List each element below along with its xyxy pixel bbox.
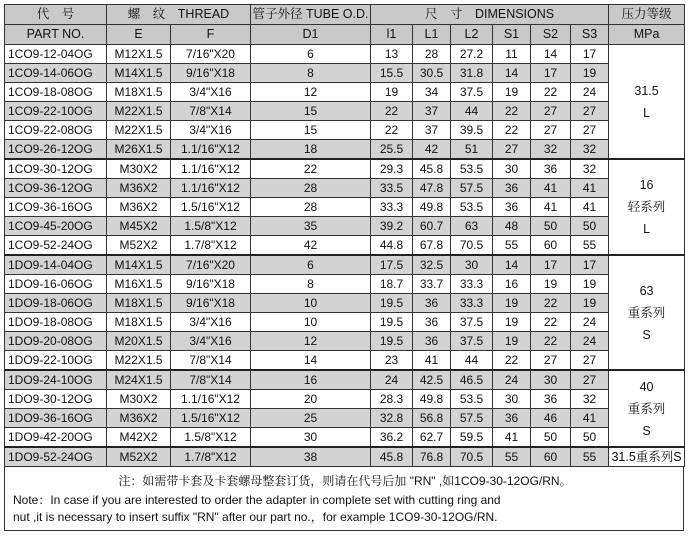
value-cell: 19: [571, 275, 609, 294]
value-cell: 27: [493, 140, 531, 160]
value-cell: M45X2: [107, 217, 171, 236]
part-number-cell: 1CO9-30-12OG: [5, 159, 107, 179]
value-cell: 10: [251, 294, 371, 313]
value-cell: 32: [571, 390, 609, 409]
value-cell: 55: [571, 447, 609, 467]
value-cell: 14: [251, 351, 371, 371]
value-cell: 59.5: [451, 428, 493, 448]
value-cell: 41: [571, 179, 609, 198]
pressure-rating-cell: [609, 255, 685, 370]
table-row: [5, 447, 685, 467]
table-row: [5, 217, 685, 236]
value-cell: 36: [493, 409, 531, 428]
thread-header: 螺 纹 THREAD: [107, 5, 251, 25]
pressure-rating-line: 轻系列: [627, 200, 666, 214]
value-cell: M22X1.5: [107, 351, 171, 371]
value-cell: 27: [531, 121, 571, 140]
dim-l1-header: l1: [371, 25, 413, 45]
dim-big-l1-header: L1: [413, 25, 451, 45]
part-no-header-cn: 代 号: [5, 5, 107, 25]
value-cell: 20: [251, 390, 371, 409]
value-cell: 57.5: [451, 409, 493, 428]
value-cell: 28.3: [371, 390, 413, 409]
value-cell: 49.8: [413, 198, 451, 217]
pressure-rating-cell: [609, 45, 685, 160]
part-number-cell: 1DO9-22-10OG: [5, 351, 107, 371]
value-cell: 24: [571, 83, 609, 102]
value-cell: 17: [571, 45, 609, 64]
value-cell: 53.5: [451, 198, 493, 217]
part-no-header-en: PART NO.: [5, 25, 107, 45]
value-cell: 53.5: [451, 159, 493, 179]
pressure-rating-line: 63: [639, 283, 654, 298]
pressure-rating-line: 重系列: [627, 401, 666, 416]
value-cell: 55: [493, 447, 531, 467]
part-number-cell: 1DO9-14-04OG: [5, 255, 107, 275]
dim-s1-header: S1: [493, 25, 531, 45]
value-cell: 38: [251, 447, 371, 467]
value-cell: 31.8: [451, 64, 493, 83]
table-row: [5, 159, 685, 179]
value-cell: 34: [413, 83, 451, 102]
value-cell: 41: [493, 428, 531, 448]
value-cell: 33.3: [371, 198, 413, 217]
value-cell: 27.2: [451, 45, 493, 64]
value-cell: M22X1.5: [107, 102, 171, 121]
value-cell: 8: [251, 64, 371, 83]
dimensions-header: 尺 寸 DIMENSIONS: [371, 5, 609, 25]
value-cell: M18X1.5: [107, 83, 171, 102]
part-number-cell: 1DO9-24-10OG: [5, 370, 107, 390]
tube-od-header: 管子外径 TUBE O.D.: [251, 5, 371, 25]
table-row: [5, 179, 685, 198]
value-cell: 27: [571, 121, 609, 140]
value-cell: 48: [493, 217, 531, 236]
value-cell: 24: [571, 332, 609, 351]
value-cell: 30: [531, 370, 571, 390]
value-cell: 12: [251, 332, 371, 351]
value-cell: 1.1/16"X12: [171, 159, 251, 179]
value-cell: 50: [531, 217, 571, 236]
pressure-rating-line: S: [642, 423, 651, 438]
value-cell: 42: [251, 236, 371, 256]
value-cell: 46: [531, 409, 571, 428]
value-cell: M16X1.5: [107, 275, 171, 294]
note-chinese: 注：如需带卡套及卡套螺母整套订货，则请在代号后加 "RN" ,如1CO9-30-12OG/RN。: [118, 474, 572, 488]
value-cell: 12: [251, 83, 371, 102]
value-cell: 51: [451, 140, 493, 160]
value-cell: 60: [531, 236, 571, 256]
value-cell: 3/4"X16: [171, 83, 251, 102]
value-cell: 19: [571, 294, 609, 313]
pressure-rating-line: 16: [639, 178, 654, 192]
value-cell: 22: [531, 313, 571, 332]
note-english-line-1: Note：In case if you are interested to order the adapter in complete set with cutting ring and: [13, 493, 501, 507]
value-cell: 27: [571, 102, 609, 121]
value-cell: M30X2: [107, 159, 171, 179]
value-cell: M36X2: [107, 198, 171, 217]
value-cell: 9/16"X18: [171, 294, 251, 313]
value-cell: 19.5: [371, 294, 413, 313]
value-cell: 25.5: [371, 140, 413, 160]
value-cell: 50: [571, 428, 609, 448]
value-cell: 37.5: [451, 332, 493, 351]
value-cell: 55: [493, 236, 531, 256]
part-number-cell: 1DO9-42-20OG: [5, 428, 107, 448]
part-number-cell: 1CO9-22-10OG: [5, 102, 107, 121]
table-row: [5, 332, 685, 351]
tube-d1-header: D1: [251, 25, 371, 45]
table-header: [5, 5, 685, 45]
value-cell: 17.5: [371, 255, 413, 275]
dim-l2-header: L2: [451, 25, 493, 45]
value-cell: 28: [251, 198, 371, 217]
value-cell: M52X2: [107, 447, 171, 467]
value-cell: 45.8: [371, 447, 413, 467]
value-cell: 28: [251, 179, 371, 198]
value-cell: 56.8: [413, 409, 451, 428]
part-number-cell: 1CO9-26-12OG: [5, 140, 107, 160]
value-cell: 7/8"X14: [171, 370, 251, 390]
value-cell: 35: [251, 217, 371, 236]
table-row: [5, 294, 685, 313]
value-cell: 7/8"X14: [171, 102, 251, 121]
table-row: [5, 45, 685, 64]
value-cell: 41: [413, 351, 451, 371]
value-cell: 17: [571, 255, 609, 275]
value-cell: 32: [571, 140, 609, 160]
value-cell: 1.5/8"X12: [171, 428, 251, 448]
value-cell: 30.5: [413, 64, 451, 83]
value-cell: 19: [371, 83, 413, 102]
value-cell: 18: [251, 140, 371, 160]
value-cell: 36: [413, 313, 451, 332]
value-cell: M36X2: [107, 409, 171, 428]
value-cell: 37: [413, 102, 451, 121]
value-cell: 7/16"X20: [171, 255, 251, 275]
value-cell: M14X1.5: [107, 255, 171, 275]
pressure-rating-line: 40: [639, 379, 654, 394]
value-cell: 44.8: [371, 236, 413, 256]
value-cell: 22: [531, 83, 571, 102]
value-cell: 22: [493, 121, 531, 140]
value-cell: 15: [251, 121, 371, 140]
value-cell: 7/8"X14: [171, 351, 251, 371]
value-cell: 3/4"X16: [171, 332, 251, 351]
pressure-rating-line: 重系列: [627, 305, 666, 320]
table-row: [5, 313, 685, 332]
value-cell: 37.5: [451, 313, 493, 332]
value-cell: 45.8: [413, 159, 451, 179]
part-number-cell: 1DO9-36-16OG: [5, 409, 107, 428]
value-cell: 15.5: [371, 64, 413, 83]
value-cell: 36: [413, 332, 451, 351]
value-cell: 24: [493, 370, 531, 390]
value-cell: 36.2: [371, 428, 413, 448]
value-cell: 33.7: [413, 275, 451, 294]
value-cell: 14: [493, 64, 531, 83]
table-row: [5, 390, 685, 409]
value-cell: 1.5/16"X12: [171, 198, 251, 217]
value-cell: 41: [571, 409, 609, 428]
spec-sheet: [4, 4, 684, 531]
value-cell: 46.5: [451, 370, 493, 390]
value-cell: 36: [531, 159, 571, 179]
value-cell: 27: [571, 370, 609, 390]
value-cell: 60: [531, 447, 571, 467]
value-cell: 42: [413, 140, 451, 160]
part-number-cell: 1CO9-52-24OG: [5, 236, 107, 256]
part-number-cell: 1CO9-36-12OG: [5, 179, 107, 198]
value-cell: 36: [493, 179, 531, 198]
value-cell: M24X1.5: [107, 370, 171, 390]
value-cell: 1.5/16"X12: [171, 409, 251, 428]
value-cell: 42.5: [413, 370, 451, 390]
table-row: [5, 275, 685, 294]
pressure-rating-cell: [609, 159, 685, 255]
value-cell: 30: [451, 255, 493, 275]
value-cell: 39.5: [451, 121, 493, 140]
value-cell: 32.8: [371, 409, 413, 428]
value-cell: 9/16"X18: [171, 275, 251, 294]
table-row: [5, 236, 685, 256]
value-cell: M52X2: [107, 236, 171, 256]
value-cell: 49.8: [413, 390, 451, 409]
value-cell: 70.5: [451, 447, 493, 467]
value-cell: 33.3: [451, 294, 493, 313]
value-cell: M22X1.5: [107, 121, 171, 140]
value-cell: 36: [413, 294, 451, 313]
pressure-rating-line: 31.5重系列S: [611, 449, 682, 464]
value-cell: 37: [413, 121, 451, 140]
part-number-cell: 1DO9-18-06OG: [5, 294, 107, 313]
value-cell: 19: [493, 332, 531, 351]
table-row: [5, 198, 685, 217]
value-cell: 17: [531, 255, 571, 275]
value-cell: 24: [371, 370, 413, 390]
table-row: [5, 351, 685, 371]
value-cell: 19: [493, 294, 531, 313]
value-cell: 27: [531, 351, 571, 371]
value-cell: 30: [251, 428, 371, 448]
value-cell: 28: [413, 45, 451, 64]
value-cell: 7/16"X20: [171, 45, 251, 64]
value-cell: 1.7/8"X12: [171, 447, 251, 467]
part-number-cell: 1CO9-36-16OG: [5, 198, 107, 217]
table-row: [5, 255, 685, 275]
value-cell: 76.8: [413, 447, 451, 467]
value-cell: 22: [251, 159, 371, 179]
value-cell: 9/16"X18: [171, 64, 251, 83]
table-row: [5, 370, 685, 390]
value-cell: 23: [371, 351, 413, 371]
pressure-rating-line: L: [643, 105, 651, 120]
value-cell: 19.5: [371, 332, 413, 351]
part-number-cell: 1CO9-18-08OG: [5, 83, 107, 102]
value-cell: 41: [531, 198, 571, 217]
value-cell: 62.7: [413, 428, 451, 448]
value-cell: 22: [531, 294, 571, 313]
value-cell: 41: [531, 179, 571, 198]
value-cell: 22: [493, 102, 531, 121]
order-note: [4, 467, 684, 531]
dim-s3-header: S3: [571, 25, 609, 45]
pressure-unit-header: MPa: [609, 25, 685, 45]
value-cell: 8: [251, 275, 371, 294]
pressure-rating-cell: [609, 447, 685, 467]
value-cell: 22: [371, 121, 413, 140]
part-number-cell: 1DO9-20-08OG: [5, 332, 107, 351]
pressure-rating-line: S: [642, 327, 651, 342]
table-row: [5, 83, 685, 102]
value-cell: 1.1/16"X12: [171, 179, 251, 198]
value-cell: 14: [493, 255, 531, 275]
value-cell: M36X2: [107, 179, 171, 198]
value-cell: 30: [493, 390, 531, 409]
value-cell: 6: [251, 45, 371, 64]
value-cell: 32: [571, 159, 609, 179]
value-cell: 22: [493, 351, 531, 371]
value-cell: 22: [371, 102, 413, 121]
value-cell: 11: [493, 45, 531, 64]
value-cell: 36: [531, 390, 571, 409]
value-cell: 15: [251, 102, 371, 121]
value-cell: M42X2: [107, 428, 171, 448]
table-row: [5, 140, 685, 160]
value-cell: 19.5: [371, 313, 413, 332]
thread-f-header: F: [171, 25, 251, 45]
part-number-cell: 1DO9-18-08OG: [5, 313, 107, 332]
value-cell: 44: [451, 102, 493, 121]
value-cell: 70.5: [451, 236, 493, 256]
table-row: [5, 428, 685, 448]
table-row: [5, 121, 685, 140]
table-row: [5, 409, 685, 428]
value-cell: 1.7/8"X12: [171, 236, 251, 256]
value-cell: 33.5: [371, 179, 413, 198]
part-number-cell: 1CO9-45-20OG: [5, 217, 107, 236]
value-cell: M12X1.5: [107, 45, 171, 64]
note-english-line-2: nut ,it is necessary to insert suffix "RN" after our part no.，for example 1CO9-30-12OG/RN.: [13, 510, 498, 524]
value-cell: 67.8: [413, 236, 451, 256]
value-cell: 19: [493, 83, 531, 102]
value-cell: 13: [371, 45, 413, 64]
value-cell: 1.5/8"X12: [171, 217, 251, 236]
part-number-cell: 1CO9-22-08OG: [5, 121, 107, 140]
value-cell: 53.5: [451, 390, 493, 409]
value-cell: M14X1.5: [107, 64, 171, 83]
value-cell: 50: [531, 428, 571, 448]
value-cell: 14: [531, 45, 571, 64]
thread-e-header: E: [107, 25, 171, 45]
part-number-cell: 1DO9-16-06OG: [5, 275, 107, 294]
value-cell: 16: [493, 275, 531, 294]
value-cell: 27: [571, 351, 609, 371]
part-number-cell: 1CO9-14-06OG: [5, 64, 107, 83]
part-number-cell: 1CO9-12-04OG: [5, 45, 107, 64]
value-cell: 6: [251, 255, 371, 275]
value-cell: 3/4"X16: [171, 313, 251, 332]
pressure-header-cn: 压力等级: [609, 5, 685, 25]
value-cell: 32.5: [413, 255, 451, 275]
value-cell: 44: [451, 351, 493, 371]
value-cell: 55: [571, 236, 609, 256]
value-cell: 1.1/16"X12: [171, 390, 251, 409]
pressure-rating-line: L: [643, 222, 651, 236]
value-cell: 19: [531, 275, 571, 294]
value-cell: 19: [571, 64, 609, 83]
value-cell: 3/4"X16: [171, 121, 251, 140]
pressure-rating-cell: [609, 370, 685, 447]
value-cell: 33.3: [451, 275, 493, 294]
value-cell: 37.5: [451, 83, 493, 102]
value-cell: 32: [531, 140, 571, 160]
value-cell: 22: [531, 332, 571, 351]
value-cell: 27: [531, 102, 571, 121]
table-row: [5, 64, 685, 83]
value-cell: 1.1/16"X12: [171, 140, 251, 160]
value-cell: M18X1.5: [107, 294, 171, 313]
pressure-rating-line: 31.5: [634, 83, 659, 98]
value-cell: 29.3: [371, 159, 413, 179]
value-cell: M30X2: [107, 390, 171, 409]
value-cell: 18.7: [371, 275, 413, 294]
part-number-cell: 1DO9-30-12OG: [5, 390, 107, 409]
value-cell: 60.7: [413, 217, 451, 236]
value-cell: 47.8: [413, 179, 451, 198]
value-cell: 41: [571, 198, 609, 217]
value-cell: M18X1.5: [107, 313, 171, 332]
value-cell: 25: [251, 409, 371, 428]
value-cell: 36: [493, 198, 531, 217]
value-cell: 63: [451, 217, 493, 236]
dimension-table: [4, 4, 685, 467]
value-cell: 39.2: [371, 217, 413, 236]
dim-s2-header: S2: [531, 25, 571, 45]
value-cell: 50: [571, 217, 609, 236]
value-cell: 57.5: [451, 179, 493, 198]
value-cell: 19: [493, 313, 531, 332]
table-body: [5, 45, 685, 467]
value-cell: 24: [571, 313, 609, 332]
value-cell: M20X1.5: [107, 332, 171, 351]
table-row: [5, 102, 685, 121]
part-number-cell: 1DO9-52-24OG: [5, 447, 107, 467]
value-cell: 30: [493, 159, 531, 179]
value-cell: M26X1.5: [107, 140, 171, 160]
value-cell: 17: [531, 64, 571, 83]
value-cell: 10: [251, 313, 371, 332]
value-cell: 16: [251, 370, 371, 390]
